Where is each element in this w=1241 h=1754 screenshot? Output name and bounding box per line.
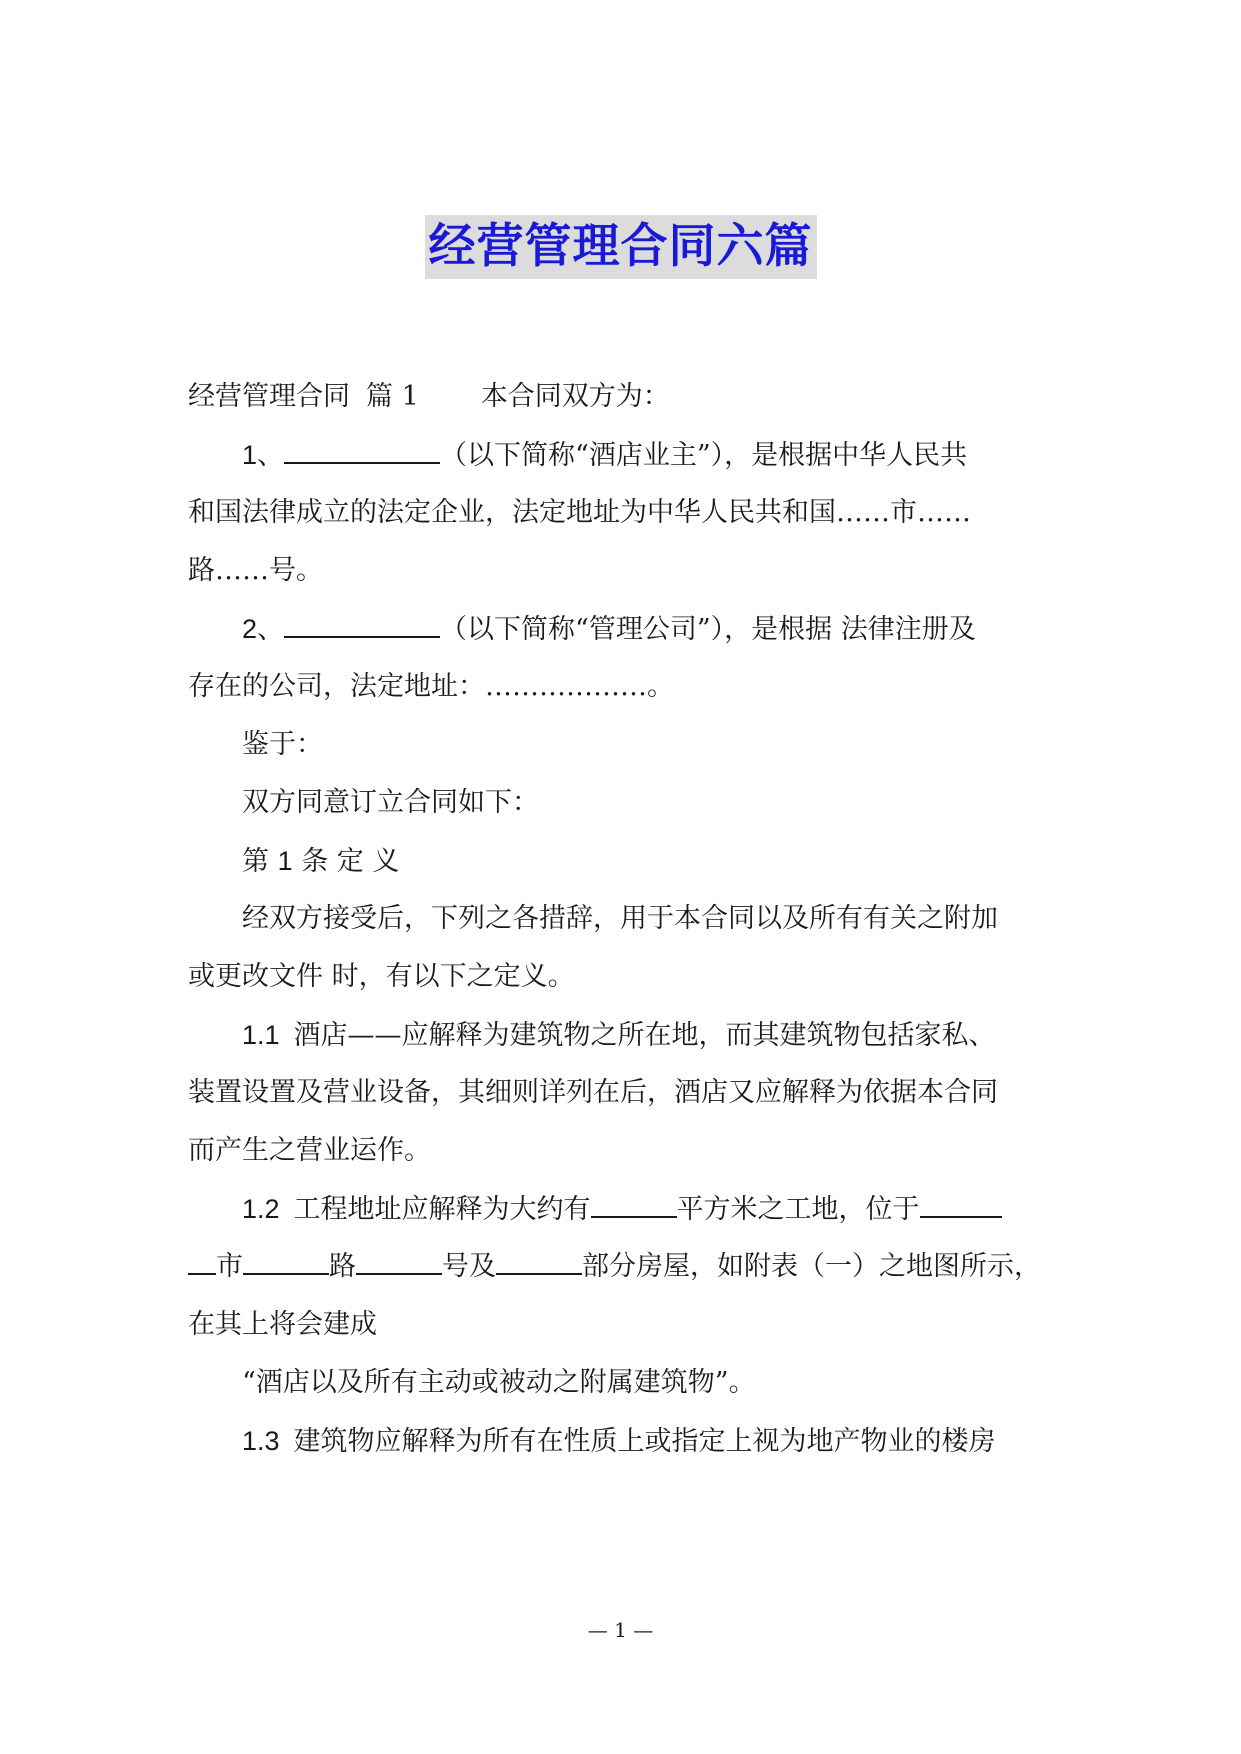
clause-1-2-text-b2: 路 bbox=[329, 1251, 356, 1282]
article1-text-b: 或更改文件 时，有以下之定义。 bbox=[188, 961, 575, 992]
section-heading: 经营管理合同 bbox=[188, 381, 350, 412]
article1-text-line-2 bbox=[188, 957, 575, 997]
road-blank bbox=[356, 1249, 442, 1275]
city-blank bbox=[243, 1249, 329, 1275]
party1-line bbox=[242, 435, 967, 476]
agree-line bbox=[242, 783, 539, 823]
clause-1-2-line-3 bbox=[188, 1305, 377, 1345]
party1-line-3 bbox=[188, 551, 323, 591]
clause-1-3-number: 1.3 bbox=[242, 1426, 280, 1456]
clause-1-2-text-b1: 市 bbox=[216, 1251, 243, 1282]
area-blank bbox=[591, 1192, 677, 1218]
clause-1-2-number: 1.2 bbox=[242, 1194, 280, 1224]
clause-1-1-line-2 bbox=[188, 1073, 998, 1113]
location-blank-cont bbox=[188, 1249, 216, 1275]
clause-1-2-text-b3: 号及 bbox=[442, 1251, 496, 1282]
clause-1-1-text-a: 酒店——应解释为建筑物之所在地，而其建筑物包括家私、 bbox=[293, 1020, 996, 1051]
clause-1-1-line-3 bbox=[188, 1131, 431, 1171]
party1-desc-a: （以下简称“酒店业主”），是根据中华人民共 bbox=[440, 440, 968, 471]
clause-1-1-text-c: 而产生之营业运作。 bbox=[188, 1135, 431, 1166]
clause-1-1-line-1 bbox=[242, 1015, 996, 1056]
party1-desc-b: 和国法律成立的法定企业，法定地址为中华人民共和国……市…… bbox=[188, 497, 971, 528]
party1-desc-c: 路……号。 bbox=[188, 555, 323, 586]
clause-1-2-line-4 bbox=[242, 1363, 756, 1403]
number-blank bbox=[496, 1249, 582, 1275]
clause-1-2-text-b4: 部分房屋，如附表（一）之地图所示， bbox=[582, 1251, 1041, 1282]
agree-text: 双方同意订立合同如下： bbox=[242, 787, 539, 818]
clause-1-3-line-1 bbox=[242, 1421, 996, 1462]
clause-1-2-text-c: 在其上将会建成 bbox=[188, 1309, 377, 1340]
whereas-line bbox=[242, 725, 323, 765]
article1-text-a: 经双方接受后，下列之各措辞，用于本合同以及所有有关之附加 bbox=[242, 903, 998, 934]
clause-1-2-text-a2: 平方米之工地，位于 bbox=[676, 1194, 920, 1225]
party2-name-blank bbox=[284, 612, 440, 638]
section-part: 篇 1 bbox=[366, 381, 419, 412]
document-title: 经营管理合同六篇 bbox=[425, 215, 817, 279]
section-heading-line bbox=[188, 377, 670, 417]
clause-1-1-number: 1.1 bbox=[242, 1020, 280, 1050]
party1-line-2 bbox=[188, 493, 971, 533]
clause-1-1-text-b: 装置设置及营业设备，其细则详列在后，酒店又应解释为依据本合同 bbox=[188, 1077, 998, 1108]
party2-line bbox=[242, 609, 976, 650]
whereas-text: 鉴于： bbox=[242, 729, 323, 760]
article1-text-line-1 bbox=[242, 899, 998, 939]
article1-name: 条 定 义 bbox=[301, 846, 400, 877]
party2-line-2 bbox=[188, 667, 674, 707]
party2-number: 2、 bbox=[242, 614, 285, 644]
clause-1-2-line-2 bbox=[188, 1247, 1041, 1287]
party1-number: 1、 bbox=[242, 440, 285, 470]
section-intro: 本合同双方为： bbox=[480, 381, 670, 412]
article1-prefix: 第 bbox=[242, 846, 269, 877]
clause-1-2-text-d: “酒店以及所有主动或被动之附属建筑物”。 bbox=[242, 1367, 756, 1398]
clause-1-2-line-1 bbox=[242, 1189, 1002, 1230]
location-blank bbox=[920, 1192, 1002, 1218]
clause-1-2-text-a1: 工程地址应解释为大约有 bbox=[293, 1194, 591, 1225]
party2-desc-b: 存在的公司，法定地址：………………。 bbox=[188, 671, 674, 702]
article1-heading bbox=[242, 841, 399, 882]
title-container bbox=[0, 215, 1241, 279]
party1-name-blank bbox=[284, 438, 440, 464]
clause-1-3-text-a: 建筑物应解释为所有在性质上或指定上视为地产物业的楼房 bbox=[293, 1426, 996, 1457]
page-number: — 1 — bbox=[587, 1618, 654, 1642]
article1-number: 1 bbox=[277, 846, 293, 876]
party2-desc-a: （以下简称“管理公司”），是根据 法律注册及 bbox=[440, 614, 976, 645]
